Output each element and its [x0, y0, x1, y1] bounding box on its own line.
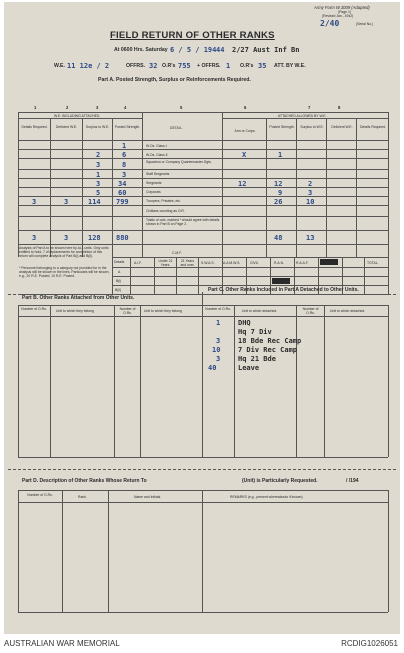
cell-value: 3 [32, 198, 37, 206]
offrs-att-label: + OFFRS. [197, 63, 221, 69]
analysis-row-label: B(i) [116, 279, 122, 283]
detached-unit: DHQ [238, 319, 251, 327]
cell-value: 8 [122, 161, 127, 169]
unit-name: 2/27 Aust Inf Bn [232, 46, 300, 54]
analysis-header: S.W.A.S. [201, 261, 215, 265]
cell-value: 114 [88, 198, 101, 206]
cell-value: 60 [118, 189, 127, 197]
analysis-header: R.A.N. [274, 261, 284, 265]
totals-detail: Totals of cols. marked * should agree with details shown in Part B on Page 2. [146, 218, 220, 226]
part-b-header: Number of O.Rs. [119, 307, 136, 315]
form-page [4, 2, 400, 634]
archive-id: RCDIG1026051 [341, 639, 398, 648]
cell-value: 3 [64, 198, 69, 206]
part-b-header: Unit to which they belong [56, 309, 94, 313]
cell-value: 2 [96, 151, 101, 159]
part-d-header: Name and Initials. [134, 495, 162, 499]
cell-value: 9 [278, 189, 283, 197]
cell-value: 1 [278, 151, 283, 159]
cell-value: 799 [116, 198, 129, 206]
analysis-note-2: * Personnel belonging to a category not provided for in the analysis will be shown in the lines. Particulars will be shown, e.g., 20 R.E. Posted, 10 R.E. Posted. [19, 266, 110, 278]
row-detail: W.Os. Class I. [146, 144, 168, 148]
we-label: W.E. [54, 63, 65, 69]
cell-value: 34 [118, 180, 127, 188]
detached-unit: Leave [238, 364, 260, 372]
part-c-header: Unit to which detached. [242, 309, 278, 313]
blacked-out-cell [320, 259, 338, 265]
col-number: 6 [244, 105, 247, 110]
time-label: At 0600 Hrs. Saturday [114, 47, 168, 53]
part-b-header: Unit to which they belong [144, 309, 182, 313]
cell-value: 26 [274, 198, 283, 206]
part-d-header: Number of O.Rs. [27, 493, 53, 497]
ors-label: O.R's [162, 63, 176, 69]
analysis-header: Under 21 Years. [158, 259, 173, 267]
total-value: 3 [32, 234, 37, 242]
col-number: 2 [66, 105, 69, 110]
analysis-header: R.A.A.F. [296, 261, 309, 265]
part-c-header: Number of O.Rs. [302, 307, 319, 315]
cell-value: 6 [122, 151, 127, 159]
cell-value: 10 [306, 198, 315, 206]
analysis-group: C.M.F. [172, 251, 182, 255]
cell-value: 1 [96, 171, 101, 179]
cell-value: 3 [96, 180, 101, 188]
col-header: Arm or Corps. [234, 129, 256, 133]
blacked-out-cell [272, 278, 290, 284]
cell-value: 1 [122, 142, 127, 150]
row-detail: Sergeants [146, 181, 162, 185]
part-b-header: Number of O.Rs. [21, 307, 47, 311]
cell-value: 3 [308, 189, 313, 197]
detached-unit: Hq 7 Div [238, 328, 272, 336]
row-detail: Corporals [146, 190, 161, 194]
analysis-header: A.I.F. [134, 261, 142, 265]
serial-label: (Serial No.) [356, 22, 374, 26]
part-a-title: Part A. Posted Strength, Surplus or Reinforcements Required. [98, 77, 251, 83]
analysis-header: A.A.M.W.S. [223, 261, 241, 265]
analysis-header: CIVIL [250, 261, 259, 265]
cell-value: 12 [238, 180, 247, 188]
ors-att-value: 35 [258, 62, 267, 70]
col-number: 3 [96, 105, 99, 110]
ors-value: 755 [178, 62, 191, 70]
part-c-header: Unit to which detached. [330, 309, 366, 313]
cell-value: 12 [274, 180, 283, 188]
col-header: Details Required. [21, 125, 48, 129]
offrs-value: 32 [149, 62, 158, 70]
part-c-header: Number of O.Rs. [205, 307, 231, 311]
detached-count: 10 [212, 346, 221, 354]
cell-value: 5 [96, 189, 101, 197]
row-detail: W.Os. Class II. [146, 153, 169, 157]
detached-count: 1 [216, 319, 221, 327]
col-header: Posted Strength. [114, 125, 141, 129]
part-c-title: Part C. Other Ranks Included in Part A Detached to Other Units. [208, 287, 359, 293]
col-number: 5 [180, 105, 183, 110]
analysis-header: TOTAL. [367, 261, 379, 265]
left-group-header: W.E. INCLUDING ATTACHED. [54, 114, 101, 118]
offrs-att-value: 1 [226, 62, 231, 70]
return-date: 6 / 5 / 194 [170, 46, 217, 54]
col-header: Details Required. [359, 125, 386, 129]
return-year: 44 [216, 46, 225, 54]
analysis-row-label: B(ii) [115, 288, 122, 292]
total-value: 880 [116, 234, 129, 242]
analysis-note: Analysis of Part A to be shown here by ALL units. Only units entitled to hold, 7 of replacements for completion of this return will complete analysis of Part B(i) and B(ii). [19, 246, 109, 258]
detached-unit: 7 Div Rec Camp [238, 346, 298, 354]
form-revision: (Revised Jan., 1942) [322, 14, 354, 18]
detached-unit: Hq 21 Bde [238, 355, 276, 363]
col-number: 7 [308, 105, 311, 110]
part-d-header: REMARKS (e.g., present whereabouts if known). [230, 495, 304, 499]
col-header: Surplus to W.E. [85, 125, 110, 129]
cell-value: 3 [122, 171, 127, 179]
col-header: Deficient W.E. [331, 125, 353, 129]
col-number: 1 [34, 105, 37, 110]
col-header: Deficient W.E. [55, 125, 78, 129]
part-b-title: Part B. Other Ranks Attached from Other Units. [22, 295, 135, 301]
total-value: 128 [88, 234, 101, 242]
part-d-title-date: / /194 [346, 478, 359, 484]
cell-value: X [242, 151, 247, 159]
we-value: 11 12e / 2 [67, 62, 110, 70]
part-d-header: Rank. [78, 495, 87, 499]
archive-name: AUSTRALIAN WAR MEMORIAL [4, 639, 120, 648]
form-page-ref: (Page 1) [338, 10, 352, 14]
col-header: DETAIL. [170, 126, 183, 130]
col-number: 4 [124, 105, 127, 110]
att-by-we-label: ATT. BY W.E. [274, 63, 306, 69]
detached-count: 3 [216, 355, 221, 363]
col-header: Surplus to W.E. [300, 125, 324, 129]
col-number: 8 [338, 105, 341, 110]
serial-number: 2/40 [320, 19, 340, 28]
total-value: 48 [274, 234, 283, 242]
detached-unit: 18 Bde Rec Camp [238, 337, 302, 345]
analysis-header: 21 Years and over. [180, 259, 195, 267]
part-d-title: Part D. Description of Other Ranks Whose Return To [22, 478, 147, 484]
right-group-header: ATTACHED ALLOWED BY W.E. [278, 114, 327, 118]
analysis-row-label: A [118, 270, 121, 274]
row-detail: Squadron or Company Quartermaster-Sgts. [146, 160, 212, 164]
total-value: 13 [306, 234, 315, 242]
page-title: FIELD RETURN OF OTHER RANKS [110, 30, 275, 41]
row-detail: Civilians counting as O.R. [146, 209, 185, 213]
offrs-label: OFFRS. [126, 63, 146, 69]
total-value: 3 [64, 234, 69, 242]
analysis-row-label: Details [114, 260, 125, 264]
detached-count: 40 [208, 364, 217, 372]
part-d-title-unit: (Unit) is Particularly Requested. [242, 478, 318, 484]
row-detail: Staff Sergeants [146, 172, 170, 176]
col-header: Posted Strength. [269, 125, 295, 129]
row-detail: Troopers, Privates, etc. [146, 199, 181, 203]
cell-value: 3 [96, 161, 101, 169]
ors-att-label: O.R's [240, 63, 254, 69]
archive-footer [0, 634, 404, 653]
detached-count: 3 [216, 337, 221, 345]
cell-value: 2 [308, 180, 313, 188]
form-reference: Army Form W.3009 (Adapted) [314, 5, 370, 10]
